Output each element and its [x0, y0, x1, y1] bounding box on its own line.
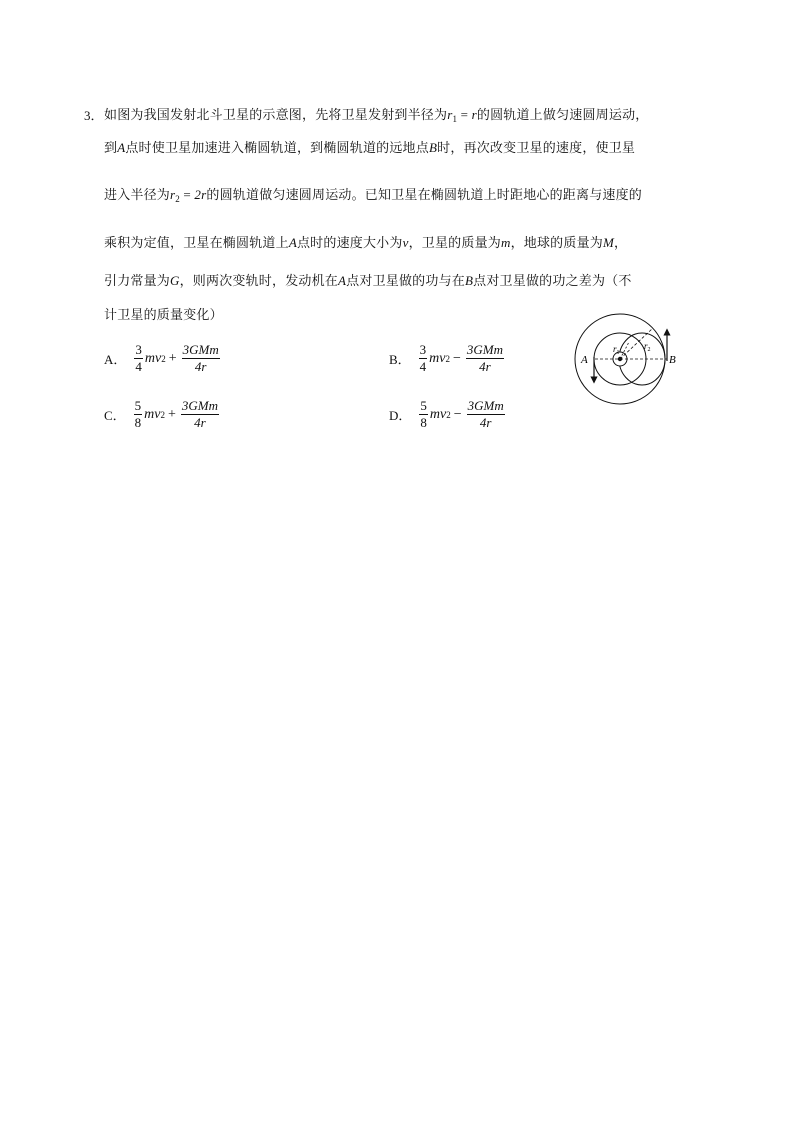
option-d-expression: $\frac{5}{8}$ mv 2 − $\frac{\text{3GMm}}{4r}$ [420, 398, 504, 430]
label-b: B [669, 354, 676, 366]
label-r2: $r_2$ [644, 341, 651, 353]
r2-radius [620, 328, 653, 359]
question-line-2: 到A点时使卫星加速进入椭圆轨道，到椭圆轨道的远地点B时，再次改变卫星的速度，使卫星 [104, 140, 636, 156]
option-b-expression: $\frac{3}{4}$ mv 2 − $\frac{\text{3GMm}}{4r}$ [419, 342, 504, 374]
question-line-5: 引力常量为G，则两次变轨时，发动机在A点对卫星做的功与在B点对卫星做的功之差为（不 [104, 273, 632, 289]
label-r1: $r_1$ [613, 344, 620, 356]
r2-symbol: $r_2 = 2r$ [170, 187, 207, 204]
question-line-1: 如图为我国发射北斗卫星的示意图，先将卫星发射到半径为$r_1 = r$的圆轨道上做匀速圆周运动， [104, 107, 649, 124]
option-a-expression: $\frac{3}{4}$ mv 2 + $\frac{\text{3GMm}}{4r}$ [135, 342, 219, 374]
option-b[interactable]: B． $\frac{3}{4}$ mv 2 − $\frac{\text{3GMm}}{4r}$ [389, 342, 506, 375]
option-c[interactable]: C． $\frac{5}{8}$ mv 2 + $\frac{\text{3GMm}}{4r}$ [104, 398, 221, 431]
orbit-diagram [565, 312, 695, 412]
question-line-3: 进入半径为$r_2 = 2r$的圆轨道做匀速圆周运动。已知卫星在椭圆轨道上时距地心的距离与速度的 [104, 187, 642, 204]
option-d[interactable]: D． $\frac{5}{8}$ mv 2 − $\frac{\text{3GMm}}{4r}$ [389, 398, 507, 431]
question-line-6: 计卫星的质量变化） [104, 308, 223, 323]
option-c-expression: $\frac{5}{8}$ mv 2 + $\frac{\text{3GMm}}{4r}$ [134, 398, 219, 430]
r1-symbol: $r_1 = r$ [447, 107, 477, 124]
option-a[interactable]: A． $\frac{3}{4}$ mv 2 + $\frac{\text{3GMm}}{4r}$ [104, 342, 222, 375]
question-line-4: 乘积为定值，卫星在椭圆轨道上A点时的速度大小为v，卫星的质量为m，地球的质量为M， [104, 235, 628, 251]
question-number: 3． [84, 108, 104, 123]
label-a: A [581, 354, 588, 366]
